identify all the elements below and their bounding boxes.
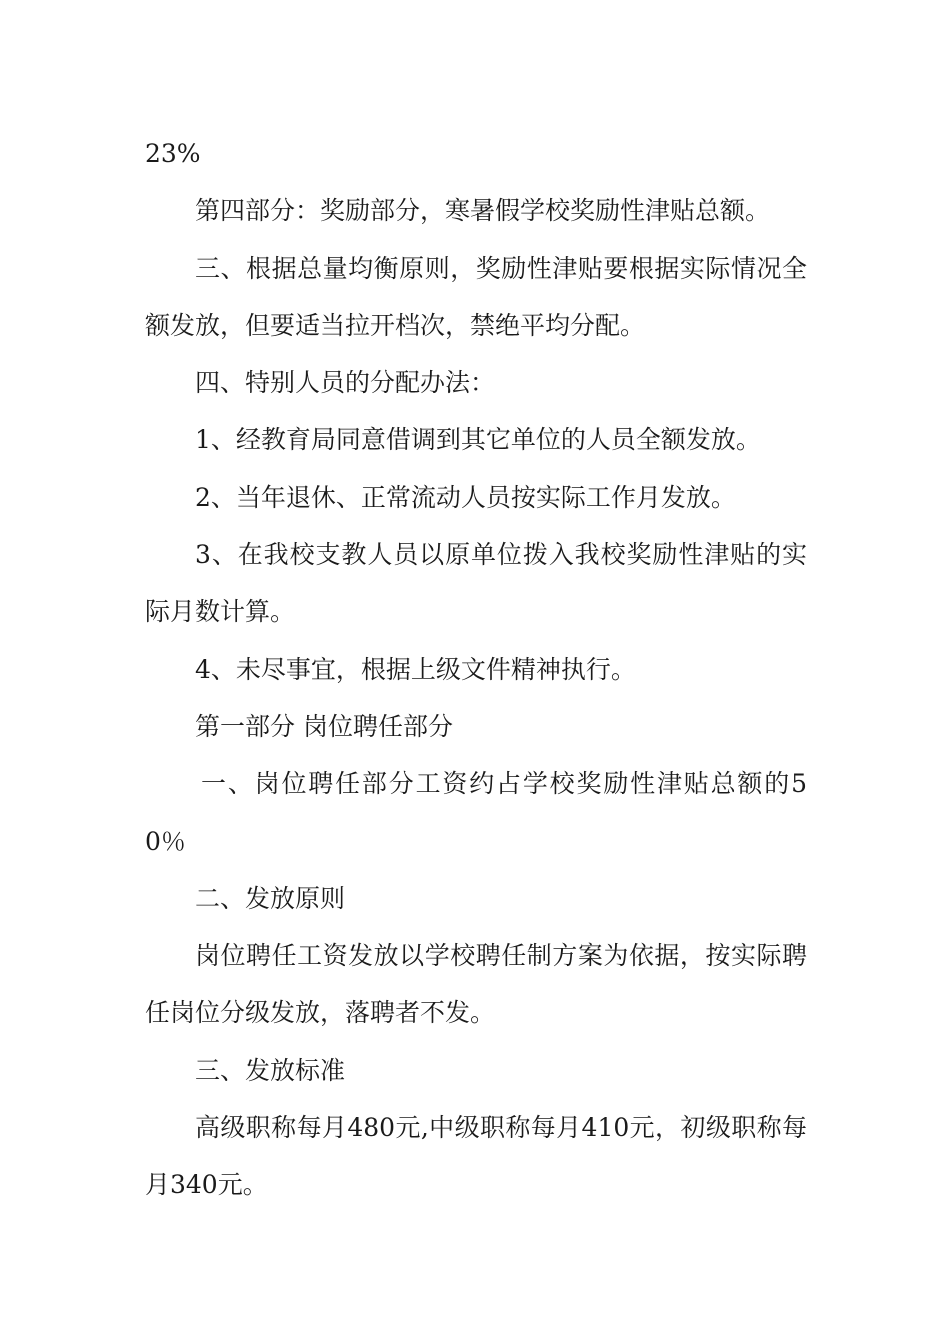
paragraph-special-personnel-heading: 四、特别人员的分配办法：	[195, 368, 496, 398]
section-heading-part-one: 第一部分 岗位聘任部分	[195, 711, 453, 741]
paragraph-part-four-reward: 第四部分：奖励部分，寒暑假学校奖励性津贴总额。	[195, 196, 771, 226]
paragraph-item-2: 2、当年退休、正常流动人员按实际工作月发放。	[195, 482, 736, 512]
paragraph-principle-body: 岗位聘任工资发放以学校聘任制方案为依据，按实际聘任岗位分级发放，落聘者不发。	[145, 941, 807, 1028]
paragraph-principle-heading: 二、发放原则	[195, 883, 346, 913]
paragraph-standard-body: 高级职称每月480元,中级职称每月410元，初级职称每月340元。	[145, 1113, 807, 1200]
paragraph-balance-principle: 三、根据总量均衡原则，奖励性津贴要根据实际情况全额发放，但要适当拉开档次，禁绝平均分配。	[145, 253, 807, 340]
paragraph-item-1: 1、经教育局同意借调到其它单位的人员全额发放。	[195, 425, 761, 455]
document-body	[145, 125, 807, 1214]
paragraph-standard-heading: 三、发放标准	[195, 1055, 346, 1085]
paragraph-post-share: 一、岗位聘任部分工资约占学校奖励性津贴总额的50％	[145, 769, 807, 856]
paragraph-item-4: 4、未尽事宜，根据上级文件精神执行。	[195, 654, 636, 684]
paragraph-percent-23: 23%	[145, 139, 201, 168]
paragraph-item-3: 3、在我校支教人员以原单位拨入我校奖励性津贴的实际月数计算。	[145, 540, 807, 627]
